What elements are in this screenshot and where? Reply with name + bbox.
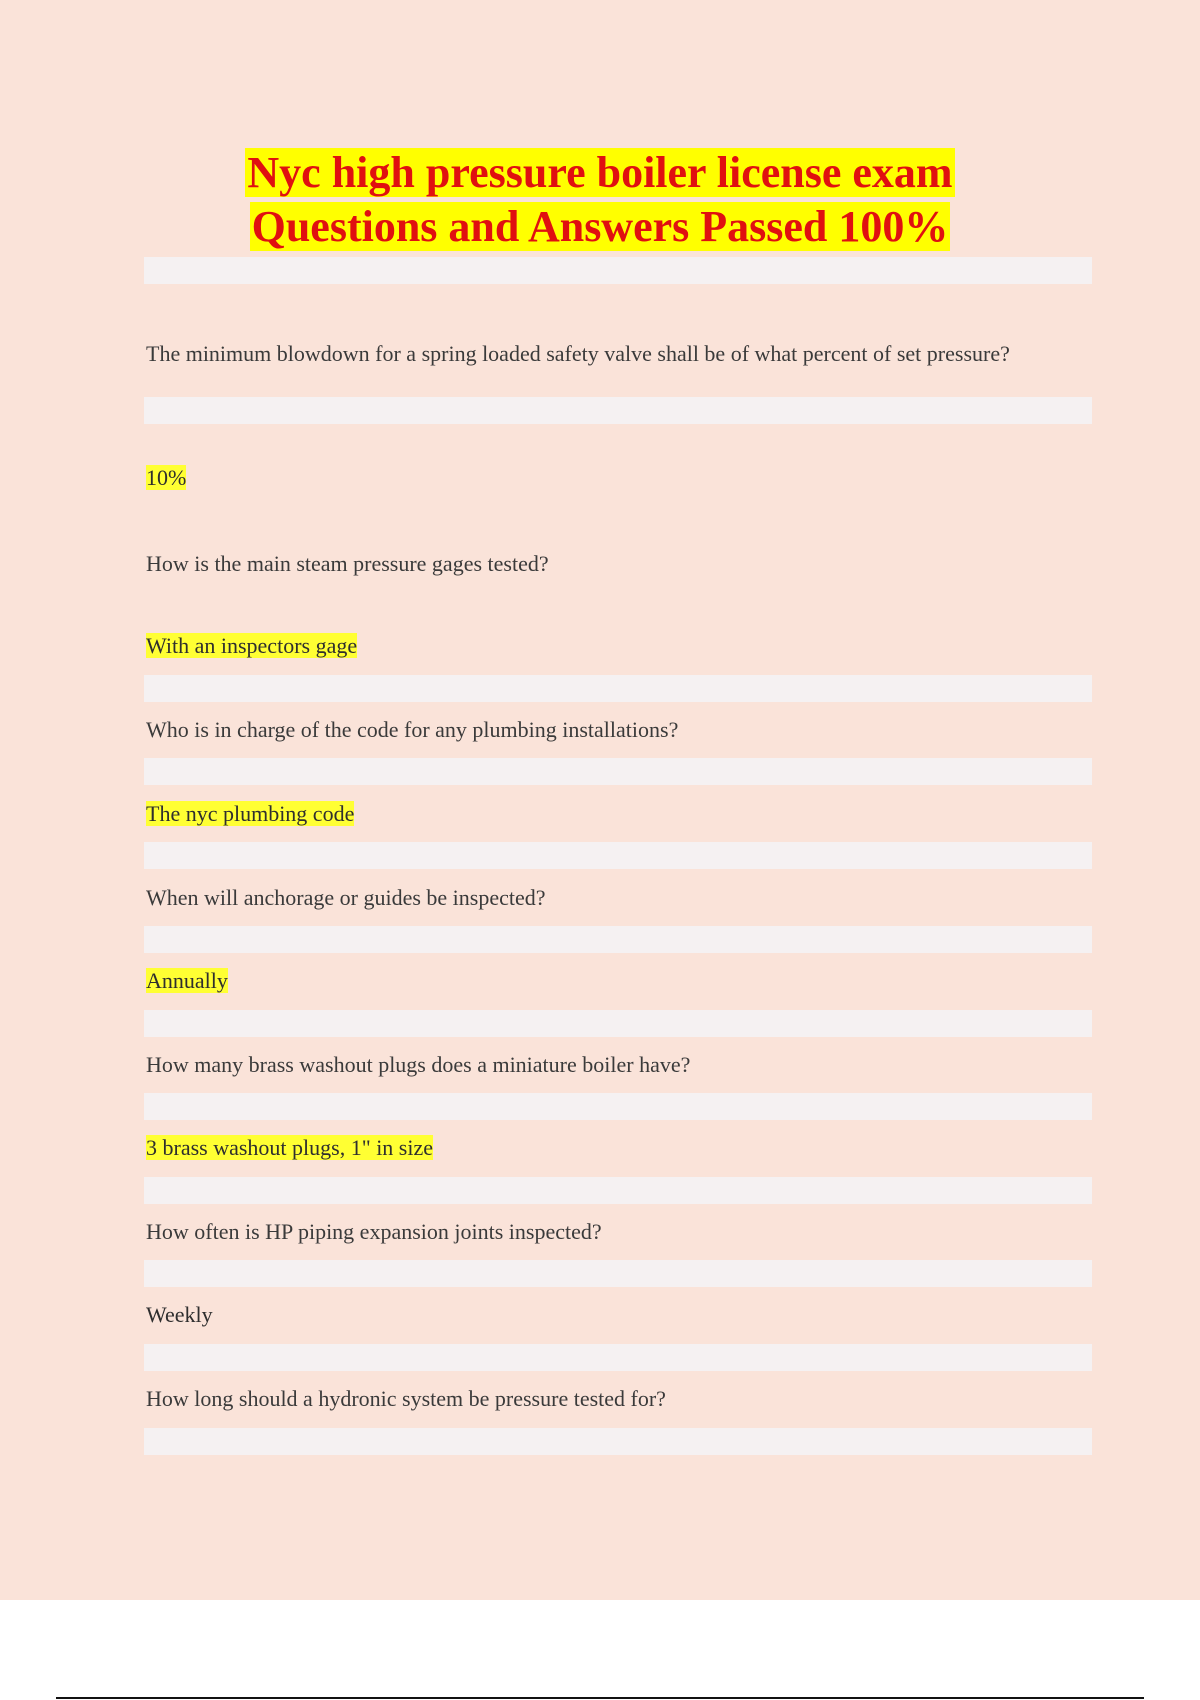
question-3: Who is in charge of the code for any plumbing installations?: [146, 717, 679, 742]
answer-5-text: 3 brass washout plugs, 1" in size: [146, 1135, 434, 1160]
answer-3-text: The nyc plumbing code: [146, 801, 355, 826]
separator-band: [144, 926, 1092, 953]
separator-band: [144, 1093, 1092, 1120]
answer-1-text: 10%: [146, 465, 187, 490]
separator-band: [144, 1260, 1092, 1287]
question-5: How many brass washout plugs does a miniature boiler have?: [146, 1052, 691, 1077]
question-1: The minimum blowdown for a spring loaded safety valve shall be of what percent of set pressure?: [146, 341, 1010, 366]
answer-2: [146, 632, 357, 660]
separator-band: [144, 1177, 1092, 1204]
answer-6: [146, 1301, 213, 1329]
footer-rule: [56, 1697, 1144, 1699]
title-line-2: Questions and Answers Passed 100%: [251, 202, 949, 251]
document-title: [0, 146, 1200, 254]
question-7: How long should a hydronic system be pressure tested for?: [146, 1386, 666, 1411]
question-4: When will anchorage or guides be inspected?: [146, 885, 546, 910]
separator-band: [144, 257, 1092, 284]
separator-band: [144, 675, 1092, 702]
answer-3: [146, 800, 354, 828]
separator-band: [144, 842, 1092, 869]
separator-band: [144, 1010, 1092, 1037]
answer-1: [146, 464, 186, 492]
answer-4-text: Annually: [146, 968, 228, 993]
separator-band: [144, 758, 1092, 785]
separator-band: [144, 1344, 1092, 1371]
title-line-1: Nyc high pressure boiler license exam: [247, 148, 953, 197]
question-6: How often is HP piping expansion joints inspected?: [146, 1219, 602, 1244]
separator-band: [144, 1428, 1092, 1455]
answer-2-text: With an inspectors gage: [146, 633, 358, 658]
answer-4: [146, 967, 228, 995]
separator-band: [144, 397, 1092, 424]
answer-6-text: Weekly: [146, 1302, 213, 1327]
question-2: How is the main steam pressure gages tested?: [146, 551, 549, 576]
answer-5: [146, 1134, 433, 1162]
